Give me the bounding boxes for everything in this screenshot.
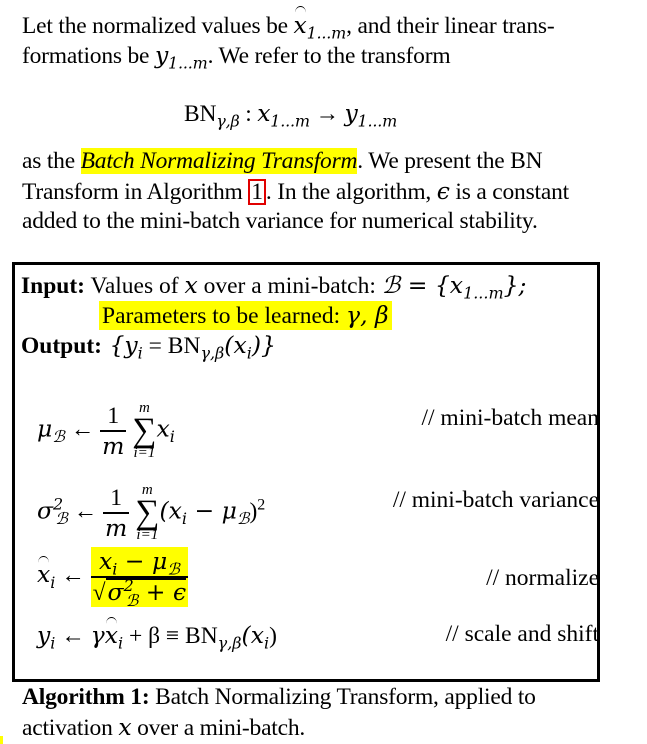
text: Batch Normalizing Transform, applied to xyxy=(149,684,536,710)
text: Let the normalized values be xyxy=(22,13,294,39)
intro-line-1 xyxy=(22,10,555,41)
caption-label: Algorithm 1: xyxy=(22,684,150,710)
arrow: ← xyxy=(55,562,91,589)
math-x: x xyxy=(156,414,170,443)
comment: // mini-batch variance xyxy=(392,487,599,513)
subscript: γ,β xyxy=(216,111,240,131)
math: (x xyxy=(241,621,264,649)
subscript: 1...m xyxy=(357,111,398,131)
subscript: i xyxy=(137,343,143,363)
text: , and their linear trans- xyxy=(346,13,555,39)
step-scale-shift xyxy=(37,621,607,655)
math: ) xyxy=(249,498,258,525)
comment: // scale and shift xyxy=(445,621,599,647)
display-equation xyxy=(184,98,397,129)
math-x: x xyxy=(184,271,198,299)
colon: : xyxy=(239,101,258,127)
denominator: m xyxy=(102,431,125,460)
algorithm-reference-link[interactable]: 1 xyxy=(248,179,266,205)
subscript: i xyxy=(263,633,270,653)
text: formations be xyxy=(22,43,155,69)
text: as the xyxy=(22,148,81,174)
sum-lower: i=1 xyxy=(136,527,159,543)
text: Transform in Algorithm xyxy=(22,179,249,205)
math-gamma: γ xyxy=(90,621,105,649)
caption-line-1 xyxy=(22,682,536,712)
subscript: γ,β xyxy=(217,633,242,653)
denominator xyxy=(91,576,188,610)
caption-line-2 xyxy=(22,712,305,743)
sum-lower: i=1 xyxy=(133,445,156,461)
algo-input xyxy=(21,271,527,303)
output-label: Output: xyxy=(21,333,102,359)
arrow: ← xyxy=(55,623,91,649)
text: . We present the BN xyxy=(357,148,543,174)
math: (x xyxy=(159,496,182,525)
subscript: 1...m xyxy=(270,111,310,131)
step-normalize-eq xyxy=(37,547,188,610)
subscript: i xyxy=(117,633,124,653)
subscript: ℬ xyxy=(55,509,68,529)
math: − μ xyxy=(117,547,168,575)
arrow: ← xyxy=(64,416,101,443)
sigma-symbol: ∑ xyxy=(135,494,160,531)
math-epsilon: ϵ xyxy=(436,177,450,205)
highlight-mark xyxy=(0,736,3,744)
subscript: i xyxy=(169,427,175,447)
intro-line-2 xyxy=(22,40,450,71)
text: Parameters to be learned: xyxy=(102,303,347,329)
text: is a constant xyxy=(449,179,569,205)
comment: // mini-batch mean xyxy=(421,405,599,431)
math-sigma: σ xyxy=(37,496,54,525)
step-scale-shift-eq xyxy=(37,621,277,653)
math-params: γ, β xyxy=(346,301,389,329)
math-x: x xyxy=(98,547,113,575)
subscript: ℬ xyxy=(125,590,139,610)
text: over a mini-batch: xyxy=(197,273,382,299)
superscript: 2 xyxy=(257,496,266,514)
fraction xyxy=(100,403,126,460)
sqrt-symbol: √ xyxy=(92,580,106,606)
math: {y xyxy=(101,331,138,359)
math: = BN xyxy=(142,333,201,359)
text: Values of xyxy=(85,273,185,299)
input-label: Input: xyxy=(21,273,86,299)
math: + ϵ xyxy=(138,578,187,606)
math-y: y xyxy=(37,621,51,649)
step-mean-eq xyxy=(37,401,175,461)
math-y: y xyxy=(344,99,358,127)
math-y: y xyxy=(154,41,169,69)
math-x: x xyxy=(118,713,132,741)
denominator: m xyxy=(105,513,128,542)
sigma-symbol: ∑ xyxy=(132,412,157,449)
subscript: ℬ xyxy=(167,559,180,579)
algo-output xyxy=(21,331,276,363)
arrow: → xyxy=(309,101,345,127)
subscript: 1...m xyxy=(168,53,208,73)
subscript: 1...m xyxy=(463,283,504,303)
math-sigma: σ xyxy=(107,578,124,606)
subscript: i xyxy=(50,633,56,653)
subscript: γ,β xyxy=(200,343,225,363)
summation xyxy=(135,483,159,543)
superscript: 2 xyxy=(123,576,134,596)
numerator: 1 xyxy=(110,484,123,511)
step-variance-eq xyxy=(37,483,265,543)
para2-line-3 xyxy=(22,206,538,236)
text: . We refer to the transform xyxy=(207,43,451,69)
algo-params xyxy=(99,301,392,330)
math: ) xyxy=(269,623,277,649)
bn-symbol: BN xyxy=(184,101,217,127)
math-x: x xyxy=(257,99,271,127)
subscript: ℬ xyxy=(52,427,65,447)
algorithm-box xyxy=(12,262,600,682)
numerator: 1 xyxy=(107,402,120,429)
numerator xyxy=(91,547,188,579)
fraction xyxy=(103,485,129,542)
math-x-hat: x xyxy=(104,621,118,649)
highlighted-term: Batch Normalizing Transform xyxy=(80,148,358,174)
para2-line-2 xyxy=(22,176,569,207)
text: over a mini-batch. xyxy=(131,715,306,741)
math-x-hat: x xyxy=(293,11,307,39)
subscript: ℬ xyxy=(236,509,250,529)
comment: // normalize xyxy=(486,565,599,591)
subscript: 1...m xyxy=(306,23,347,43)
step-mean xyxy=(37,383,607,463)
arrow: ← xyxy=(67,498,104,525)
math-mu: μ xyxy=(37,414,53,443)
subscript: i xyxy=(181,509,187,529)
math: + β ≡ BN xyxy=(123,623,218,649)
math-set: ℬ = {x xyxy=(381,271,464,299)
math: (x xyxy=(224,331,247,359)
math: − μ xyxy=(186,496,237,525)
step-normalize xyxy=(37,543,607,609)
sum-upper: m xyxy=(138,400,150,416)
subscript: i xyxy=(50,573,56,593)
subscript: i xyxy=(112,559,118,579)
subscript: i xyxy=(246,343,252,363)
normalize-fraction xyxy=(91,547,188,610)
math: )} xyxy=(251,331,276,359)
sum-upper: m xyxy=(141,482,153,498)
summation xyxy=(132,401,156,461)
superscript: 2 xyxy=(53,494,64,514)
math-set-end: }; xyxy=(503,271,527,299)
text: . In the algorithm, xyxy=(265,179,437,205)
step-variance xyxy=(37,465,607,545)
math-x-hat: x xyxy=(37,560,51,589)
text: activation xyxy=(22,715,119,741)
text: added to the mini-batch variance for numerical stability. xyxy=(22,208,538,234)
para2-line-1 xyxy=(22,146,542,176)
